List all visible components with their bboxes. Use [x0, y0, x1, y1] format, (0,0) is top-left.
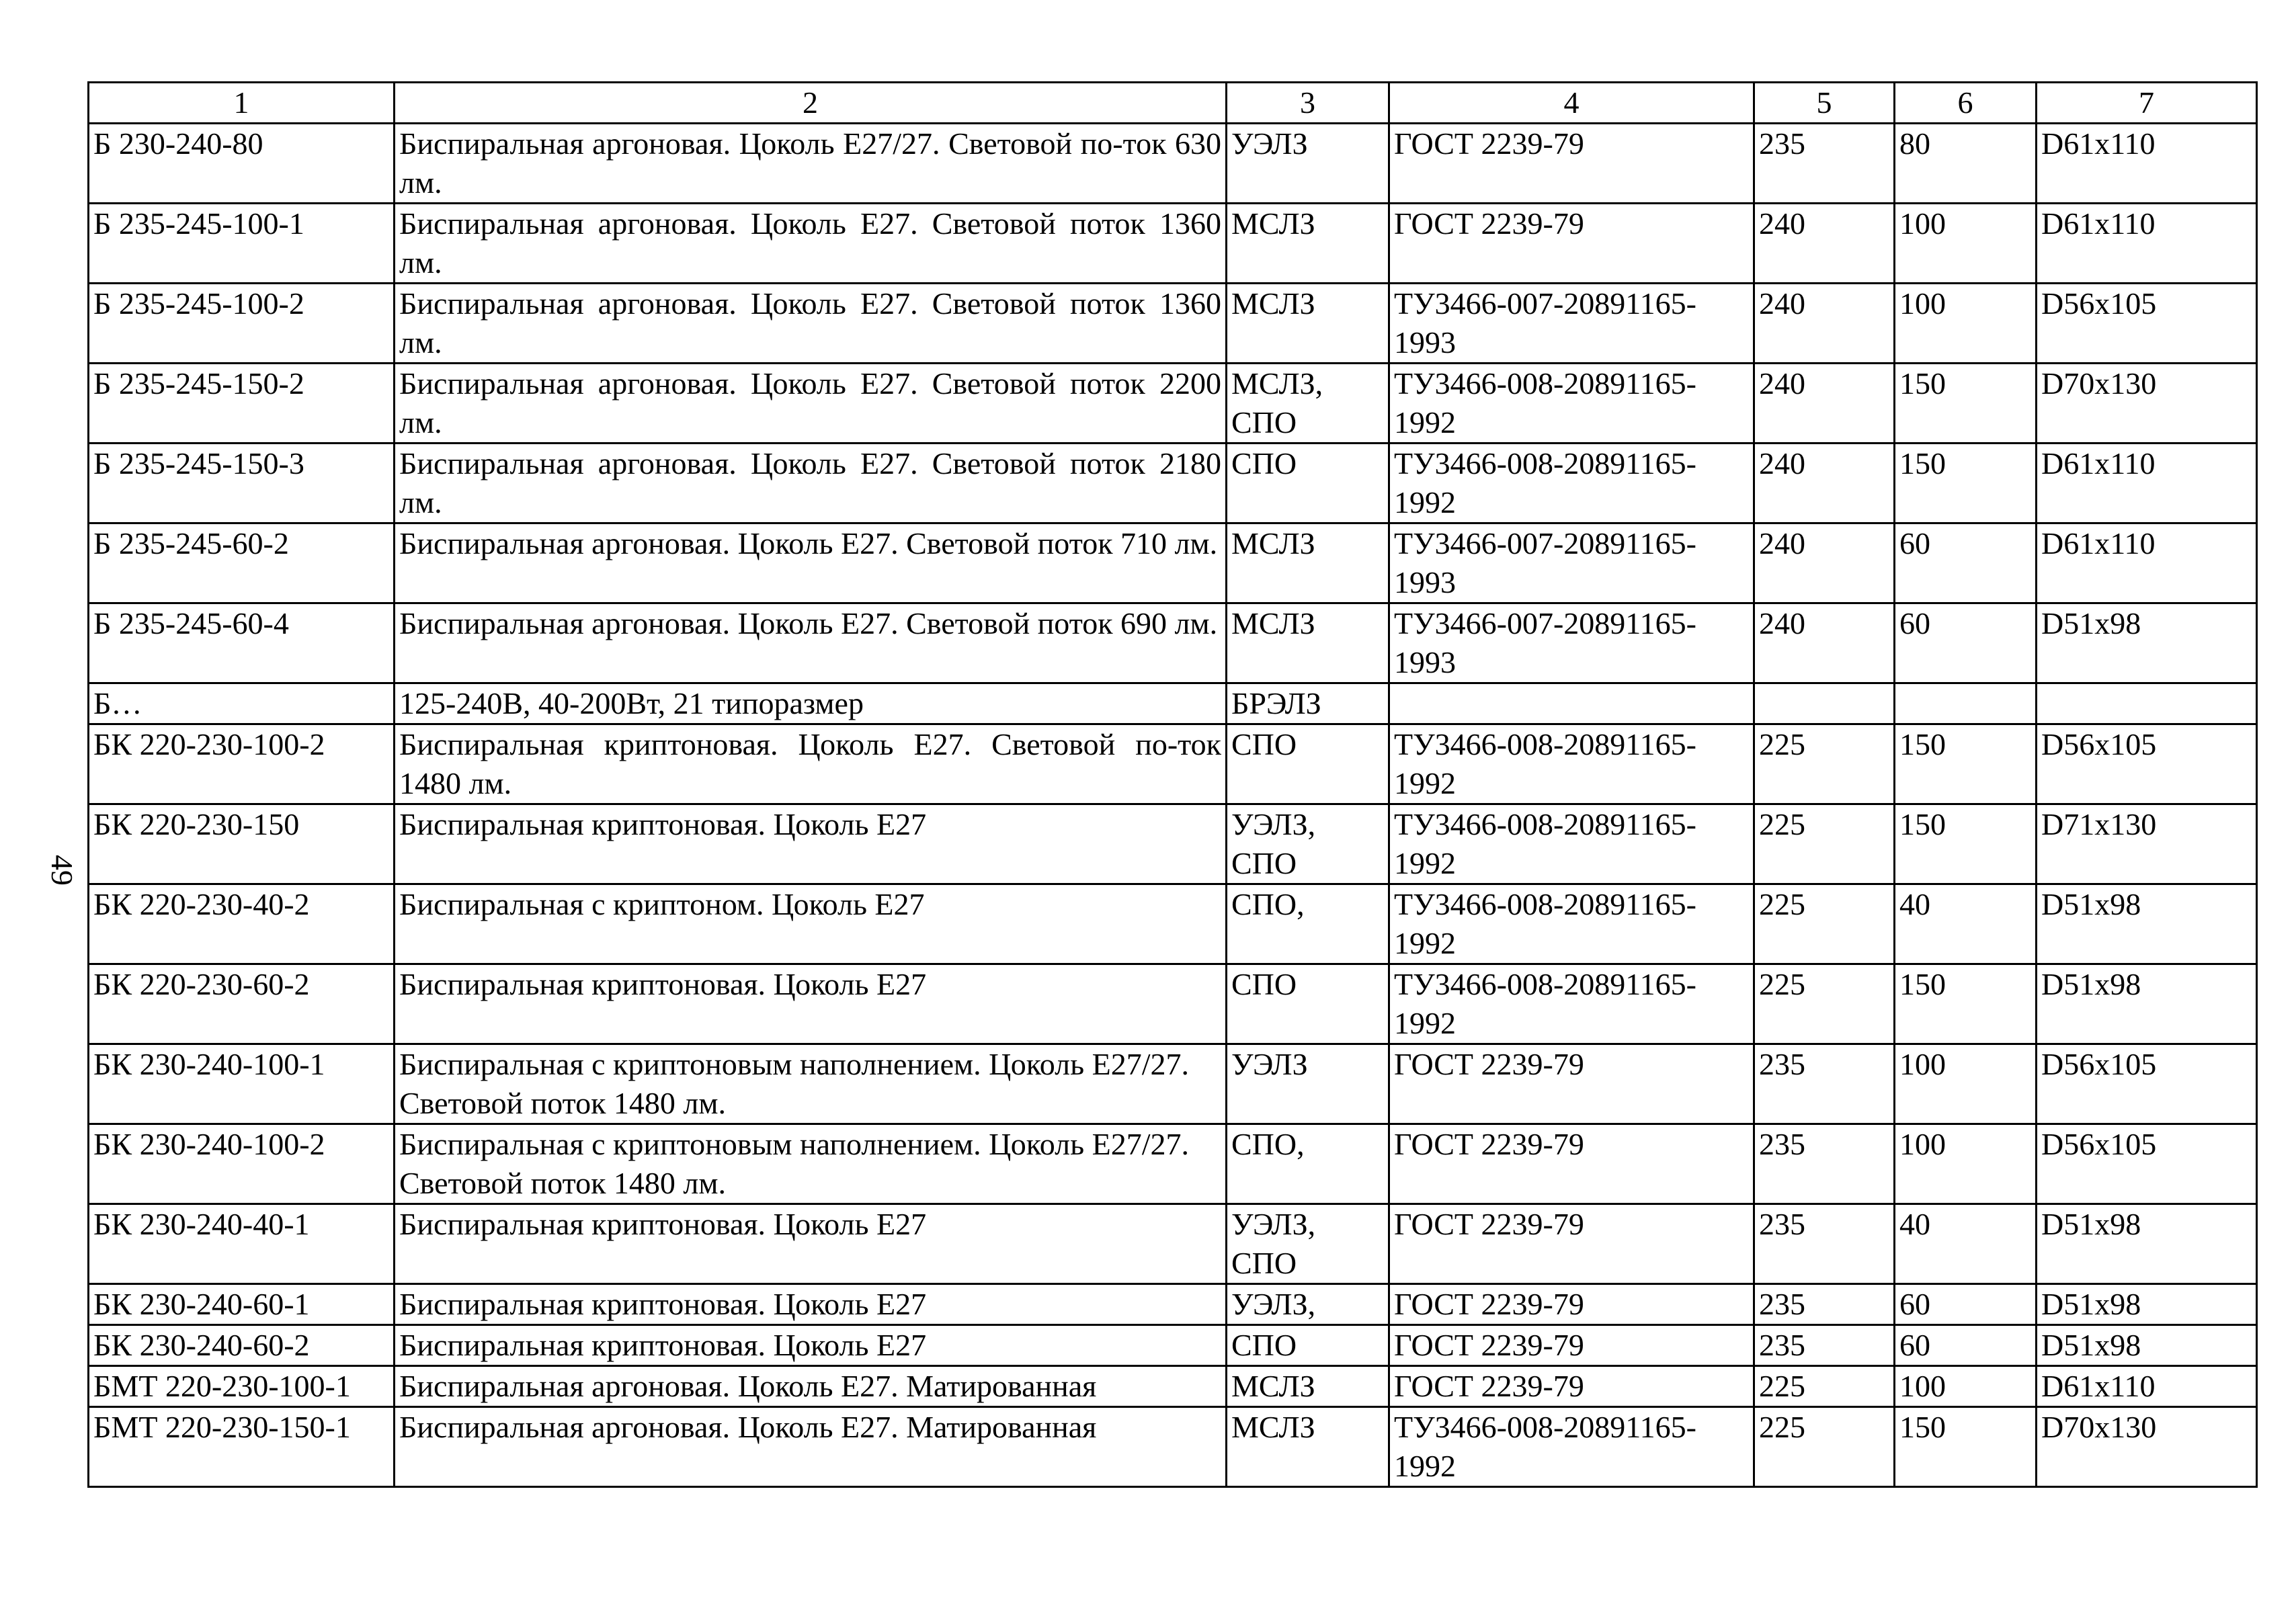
column-header-3: 3: [1227, 83, 1389, 124]
cell-manufacturer: СПО: [1227, 964, 1389, 1044]
cell-manufacturer: УЭЛЗ, СПО: [1227, 1204, 1389, 1284]
cell-voltage: 225: [1754, 884, 1895, 964]
cell-power: 60: [1895, 603, 2037, 683]
cell-manufacturer: УЭЛЗ: [1227, 124, 1389, 204]
cell-standard: ГОСТ 2239-79: [1389, 1204, 1754, 1284]
column-header-1: 1: [89, 83, 395, 124]
cell-description: Биспиральная с криптоновым наполнением. Цоколь E27/27. Световой поток 1480 лм.: [395, 1124, 1227, 1204]
cell-standard: ГОСТ 2239-79: [1389, 204, 1754, 284]
cell-dimensions: D56x105: [2037, 724, 2257, 804]
table-row: [89, 1407, 2257, 1487]
cell-voltage: 240: [1754, 444, 1895, 523]
cell-voltage: 240: [1754, 603, 1895, 683]
cell-dimensions: D51x98: [2037, 884, 2257, 964]
table-row: [89, 284, 2257, 364]
cell-standard: ТУ3466-008-20891165-1992: [1389, 884, 1754, 964]
cell-designation: Б 235-245-150-3: [89, 444, 395, 523]
cell-standard: ТУ3466-008-20891165-1992: [1389, 804, 1754, 884]
cell-dimensions: D51x98: [2037, 603, 2257, 683]
cell-voltage: 235: [1754, 1204, 1895, 1284]
table-row: [89, 1044, 2257, 1124]
cell-power: 60: [1895, 523, 2037, 603]
cell-power: 40: [1895, 1204, 2037, 1284]
cell-manufacturer: СПО,: [1227, 1124, 1389, 1204]
cell-manufacturer: МСЛЗ: [1227, 204, 1389, 284]
table-row: [89, 1325, 2257, 1366]
cell-description: Биспиральная с криптоновым наполнением. Цоколь E27/27. Световой поток 1480 лм.: [395, 1044, 1227, 1124]
cell-manufacturer: УЭЛЗ,: [1227, 1284, 1389, 1325]
cell-designation: БМТ 220-230-100-1: [89, 1366, 395, 1407]
column-header-2: 2: [395, 83, 1227, 124]
cell-standard: ГОСТ 2239-79: [1389, 124, 1754, 204]
cell-manufacturer: МСЛЗ: [1227, 284, 1389, 364]
cell-standard: ТУ3466-008-20891165-1992: [1389, 724, 1754, 804]
cell-description: Биспиральная криптоновая. Цоколь E27: [395, 804, 1227, 884]
cell-dimensions: [2037, 683, 2257, 724]
cell-designation: Б…: [89, 683, 395, 724]
cell-manufacturer: МСЛЗ, СПО: [1227, 364, 1389, 444]
cell-standard: ГОСТ 2239-79: [1389, 1325, 1754, 1366]
cell-voltage: 225: [1754, 964, 1895, 1044]
cell-power: 150: [1895, 364, 2037, 444]
column-header-5: 5: [1754, 83, 1895, 124]
cell-designation: БК 230-240-100-2: [89, 1124, 395, 1204]
cell-designation: Б 235-245-100-1: [89, 204, 395, 284]
table-row: [89, 964, 2257, 1044]
cell-dimensions: D61x110: [2037, 444, 2257, 523]
table-row: [89, 1204, 2257, 1284]
table-row: [89, 1124, 2257, 1204]
table-row: [89, 683, 2257, 724]
cell-power: 150: [1895, 964, 2037, 1044]
cell-description: Биспиральная аргоновая. Цоколь E27. Световой поток 1360 лм.: [395, 284, 1227, 364]
cell-standard: ТУ3466-008-20891165-1992: [1389, 444, 1754, 523]
table-row: [89, 523, 2257, 603]
cell-description: Биспиральная аргоновая. Цоколь E27/27. Световой по-ток 630 лм.: [395, 124, 1227, 204]
cell-standard: ТУ3466-007-20891165-1993: [1389, 284, 1754, 364]
cell-dimensions: D51x98: [2037, 1325, 2257, 1366]
cell-standard: ТУ3466-008-20891165-1992: [1389, 364, 1754, 444]
cell-power: 150: [1895, 804, 2037, 884]
cell-manufacturer: МСЛЗ: [1227, 1407, 1389, 1487]
cell-standard: ГОСТ 2239-79: [1389, 1124, 1754, 1204]
cell-dimensions: D51x98: [2037, 1204, 2257, 1284]
cell-power: 100: [1895, 1044, 2037, 1124]
column-header-7: 7: [2037, 83, 2257, 124]
cell-description: Биспиральная с криптоном. Цоколь E27: [395, 884, 1227, 964]
column-header-6: 6: [1895, 83, 2037, 124]
table-header-row: [89, 83, 2257, 124]
cell-designation: Б 235-245-150-2: [89, 364, 395, 444]
cell-designation: БК 220-230-60-2: [89, 964, 395, 1044]
cell-voltage: [1754, 683, 1895, 724]
cell-designation: БК 230-240-60-2: [89, 1325, 395, 1366]
cell-power: 150: [1895, 724, 2037, 804]
cell-description: Биспиральная криптоновая. Цоколь E27. Световой по-ток 1480 лм.: [395, 724, 1227, 804]
cell-standard: ГОСТ 2239-79: [1389, 1044, 1754, 1124]
cell-dimensions: D71x130: [2037, 804, 2257, 884]
cell-standard: [1389, 683, 1754, 724]
cell-power: 60: [1895, 1284, 2037, 1325]
cell-manufacturer: СПО,: [1227, 884, 1389, 964]
cell-voltage: 225: [1754, 1407, 1895, 1487]
cell-designation: Б 235-245-60-4: [89, 603, 395, 683]
cell-manufacturer: МСЛЗ: [1227, 603, 1389, 683]
cell-dimensions: D70x130: [2037, 364, 2257, 444]
cell-voltage: 235: [1754, 124, 1895, 204]
cell-dimensions: D51x98: [2037, 964, 2257, 1044]
cell-voltage: 240: [1754, 364, 1895, 444]
table-row: [89, 603, 2257, 683]
table-row: [89, 1366, 2257, 1407]
cell-description: Биспиральная криптоновая. Цоколь E27: [395, 1204, 1227, 1284]
cell-voltage: 235: [1754, 1044, 1895, 1124]
cell-power: 80: [1895, 124, 2037, 204]
cell-description: Биспиральная аргоновая. Цоколь E27. Световой поток 1360 лм.: [395, 204, 1227, 284]
cell-dimensions: D61x110: [2037, 1366, 2257, 1407]
page-number: 49: [45, 855, 79, 886]
cell-designation: БК 230-240-60-1: [89, 1284, 395, 1325]
cell-power: 60: [1895, 1325, 2037, 1366]
cell-dimensions: D61x110: [2037, 523, 2257, 603]
cell-manufacturer: СПО: [1227, 724, 1389, 804]
cell-dimensions: D51x98: [2037, 1284, 2257, 1325]
cell-designation: Б 230-240-80: [89, 124, 395, 204]
cell-dimensions: D56x105: [2037, 284, 2257, 364]
cell-description: 125-240В, 40-200Вт, 21 типоразмер: [395, 683, 1227, 724]
cell-description: Биспиральная аргоновая. Цоколь E27. Световой поток 690 лм.: [395, 603, 1227, 683]
cell-designation: БК 220-230-150: [89, 804, 395, 884]
cell-power: 150: [1895, 444, 2037, 523]
cell-manufacturer: МСЛЗ: [1227, 523, 1389, 603]
cell-dimensions: D61x110: [2037, 124, 2257, 204]
cell-power: 150: [1895, 1407, 2037, 1487]
cell-designation: БК 230-240-100-1: [89, 1044, 395, 1124]
cell-designation: Б 235-245-100-2: [89, 284, 395, 364]
cell-manufacturer: СПО: [1227, 444, 1389, 523]
cell-standard: ГОСТ 2239-79: [1389, 1284, 1754, 1325]
cell-voltage: 225: [1754, 804, 1895, 884]
cell-standard: ТУ3466-008-20891165-1992: [1389, 1407, 1754, 1487]
cell-dimensions: D56x105: [2037, 1124, 2257, 1204]
cell-voltage: 240: [1754, 523, 1895, 603]
column-header-4: 4: [1389, 83, 1754, 124]
table-row: [89, 724, 2257, 804]
cell-standard: ТУ3466-007-20891165-1993: [1389, 523, 1754, 603]
cell-designation: БК 220-230-40-2: [89, 884, 395, 964]
cell-voltage: 240: [1754, 284, 1895, 364]
cell-power: [1895, 683, 2037, 724]
cell-power: 100: [1895, 204, 2037, 284]
table-row: [89, 444, 2257, 523]
cell-manufacturer: БРЭЛЗ: [1227, 683, 1389, 724]
cell-voltage: 240: [1754, 204, 1895, 284]
cell-voltage: 225: [1754, 724, 1895, 804]
cell-voltage: 235: [1754, 1325, 1895, 1366]
cell-description: Биспиральная аргоновая. Цоколь E27. Матированная: [395, 1366, 1227, 1407]
cell-power: 100: [1895, 1124, 2037, 1204]
cell-standard: ТУ3466-007-20891165-1993: [1389, 603, 1754, 683]
cell-designation: Б 235-245-60-2: [89, 523, 395, 603]
cell-designation: БК 220-230-100-2: [89, 724, 395, 804]
cell-manufacturer: МСЛЗ: [1227, 1366, 1389, 1407]
table-row: [89, 1284, 2257, 1325]
table-row: [89, 364, 2257, 444]
cell-description: Биспиральная криптоновая. Цоколь E27: [395, 1284, 1227, 1325]
cell-dimensions: D56x105: [2037, 1044, 2257, 1124]
cell-designation: БК 230-240-40-1: [89, 1204, 395, 1284]
table-row: [89, 124, 2257, 204]
cell-voltage: 225: [1754, 1366, 1895, 1407]
cell-description: Биспиральная аргоновая. Цоколь E27. Световой поток 710 лм.: [395, 523, 1227, 603]
cell-voltage: 235: [1754, 1124, 1895, 1204]
table-row: [89, 204, 2257, 284]
table-row: [89, 884, 2257, 964]
cell-power: 100: [1895, 1366, 2037, 1407]
cell-voltage: 235: [1754, 1284, 1895, 1325]
cell-manufacturer: УЭЛЗ: [1227, 1044, 1389, 1124]
cell-power: 100: [1895, 284, 2037, 364]
cell-manufacturer: УЭЛЗ, СПО: [1227, 804, 1389, 884]
cell-dimensions: D70x130: [2037, 1407, 2257, 1487]
cell-description: Биспиральная криптоновая. Цоколь E27: [395, 964, 1227, 1044]
cell-description: Биспиральная аргоновая. Цоколь E27. Световой поток 2180 лм.: [395, 444, 1227, 523]
cell-description: Биспиральная аргоновая. Цоколь E27. Световой поток 2200 лм.: [395, 364, 1227, 444]
cell-manufacturer: СПО: [1227, 1325, 1389, 1366]
cell-dimensions: D61x110: [2037, 204, 2257, 284]
cell-description: Биспиральная криптоновая. Цоколь E27: [395, 1325, 1227, 1366]
cell-standard: ТУ3466-008-20891165-1992: [1389, 964, 1754, 1044]
cell-description: Биспиральная аргоновая. Цоколь E27. Матированная: [395, 1407, 1227, 1487]
cell-designation: БМТ 220-230-150-1: [89, 1407, 395, 1487]
lamp-spec-table: [87, 81, 2258, 1488]
cell-standard: ГОСТ 2239-79: [1389, 1366, 1754, 1407]
cell-power: 40: [1895, 884, 2037, 964]
table-row: [89, 804, 2257, 884]
